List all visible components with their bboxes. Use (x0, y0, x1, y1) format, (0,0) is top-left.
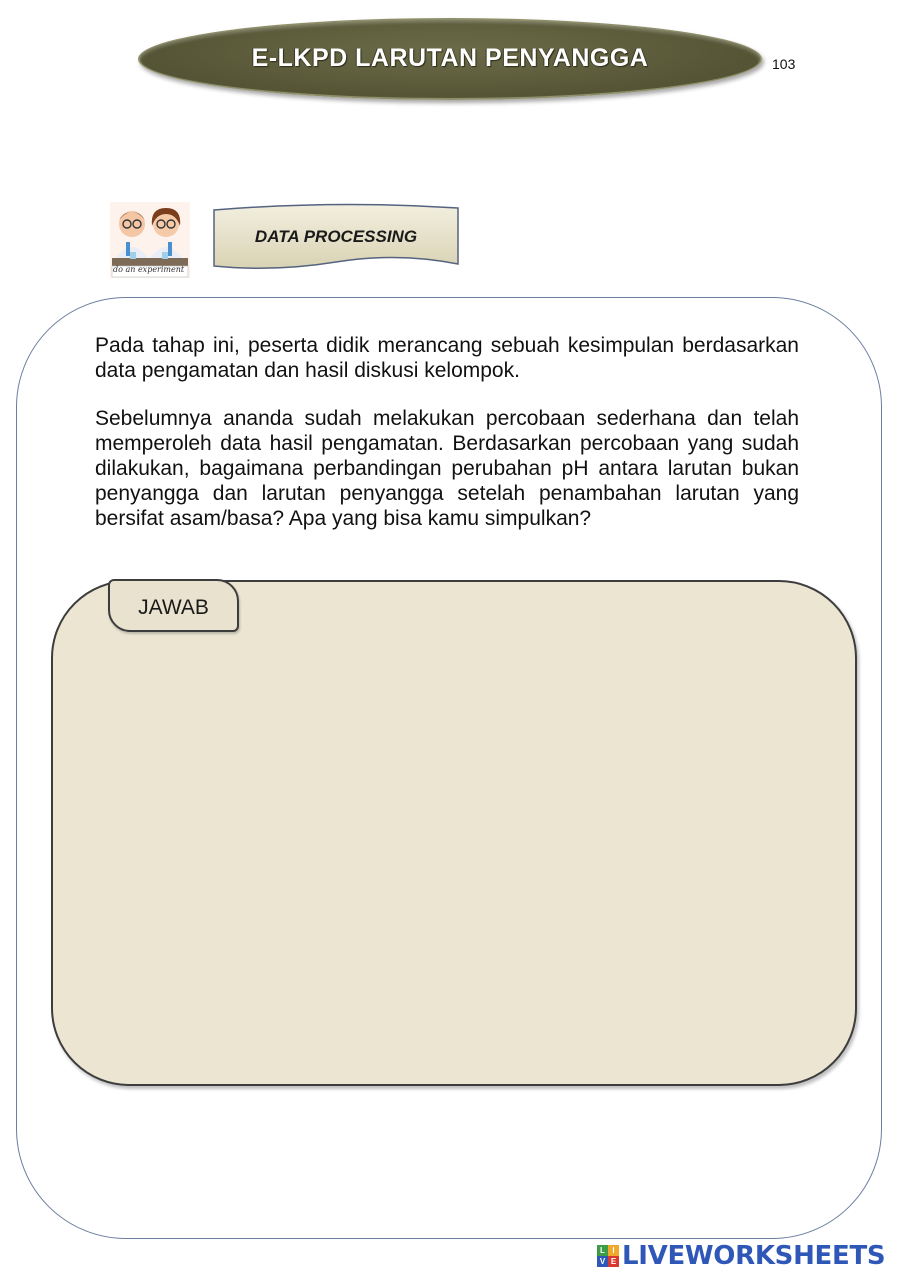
question-paragraph: Sebelumnya ananda sudah melakukan percobaan sederhana dan telah memperoleh data hasil pengamatan. Berdasarkan percobaan yang sudah dilakukan, bagaimana perbandingan perubahan pH antara larutan bukan penyangga dan larutan penyangga setelah penambahan larutan yang bersifat asam/basa? Apa yang bisa kamu simpulkan? (95, 407, 799, 530)
illustration-caption: do an experiment (113, 265, 185, 274)
section-banner (212, 202, 460, 270)
page-title: E-LKPD LARUTAN PENYANGGA (251, 44, 649, 72)
answer-tab-label: JAWAB (138, 596, 209, 619)
experiment-illustration-icon (110, 202, 190, 278)
intro-paragraph: Pada tahap ini, peserta didik merancang sebuah kesimpulan berdasarkan data pengamatan dan hasil diskusi kelompok. (95, 334, 799, 382)
answer-input[interactable] (70, 645, 844, 1069)
page-number: 103 (772, 56, 796, 72)
header-banner (138, 18, 762, 100)
section-title: DATA PROCESSING (254, 227, 418, 246)
liveworksheets-logo-text: LIVEWORKSHEETS (622, 1241, 886, 1271)
liveworksheets-logo (597, 1240, 885, 1272)
answer-tab (108, 579, 239, 632)
liveworksheets-logo-icon: L I V E (597, 1245, 619, 1267)
